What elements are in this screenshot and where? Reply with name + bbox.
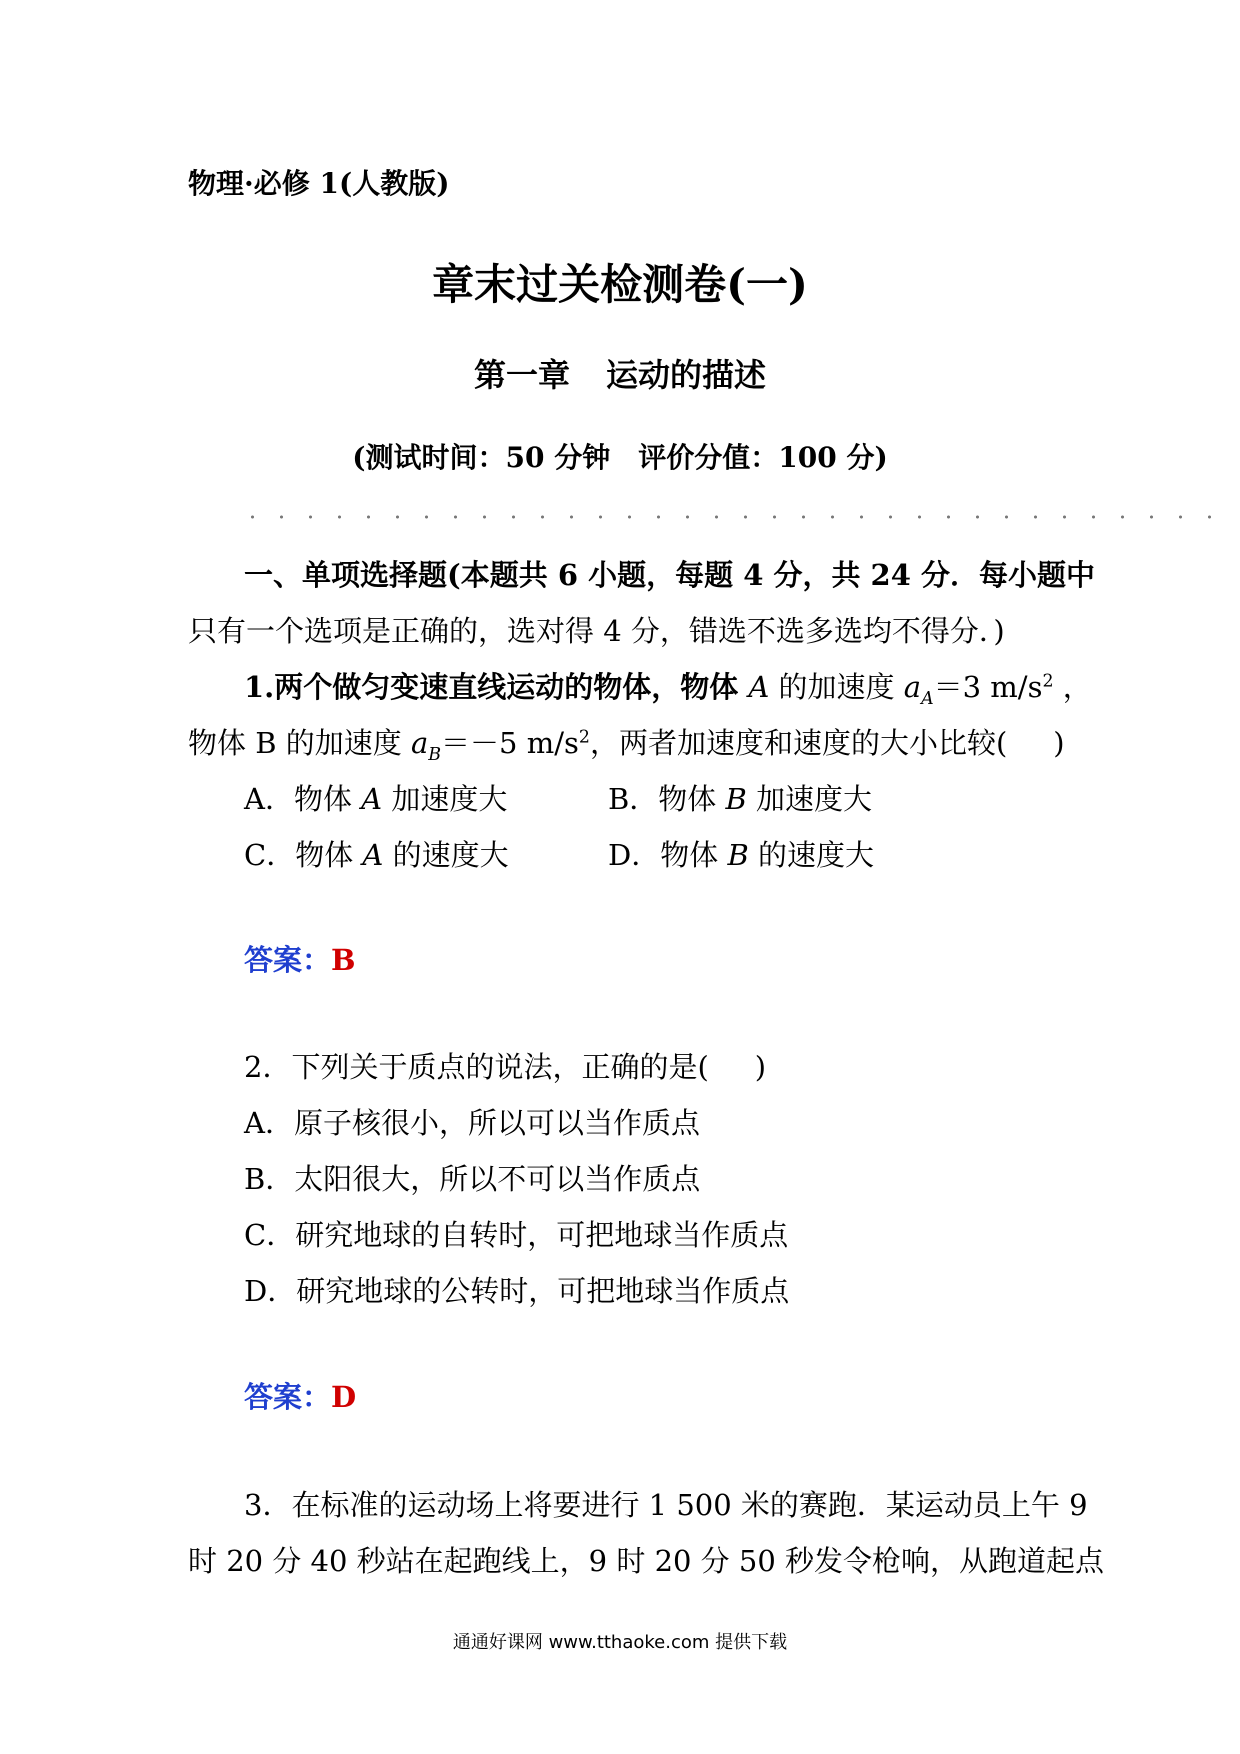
q1-text-g: ，两者加速度和速度的大小比较( [589,726,1008,760]
chapter-number: 第一章 [473,356,570,394]
page-footer: 通通好课网 www.tthaoke.com 提供下载 [452,1632,788,1653]
q1-option-a [244,777,507,818]
q2-option-b: B．太阳很大，所以不可以当作质点 [244,1162,701,1196]
q1-accel-a-sub: A [921,688,934,709]
q1-accel-a: a [903,670,922,704]
course-header: 物理·必修 1(人教版) [188,167,450,200]
exam-score: 评价分值：100 分) [638,441,888,474]
q2-option-d: D．研究地球的公转时，可把地球当作质点 [244,1274,790,1308]
exam-time: (测试时间：50 分钟 [352,441,611,474]
section-heading-cont: 只有一个选项是正确的，选对得 4 分，错选不选多选均不得分．) [188,614,1005,648]
q1-option-d-pre: D．物体 [608,838,728,872]
q1-option-d-var: B [727,838,749,872]
q2-stem-end: ) [754,1050,767,1084]
q1-text-a: 1.两个做匀变速直线运动的物体，物体 [244,670,749,704]
question-3-stem-line2: 时 20 分 40 秒站在起跑线上，9 时 20 分 50 秒发令枪响，从跑道起点 [188,1544,1105,1578]
q1-option-b-post: 加速度大 [746,782,873,816]
q1-text-h: ) [1053,726,1065,760]
q2-option-a: A．原子核很小，所以可以当作质点 [244,1106,700,1140]
page-title: 章末过关检测卷(一) [432,260,808,309]
dotted-divider [238,514,1218,520]
q1-option-b-pre: B．物体 [608,782,726,816]
q1-option-b [608,777,872,818]
q1-text-e: 物体 B 的加速度 [188,726,411,760]
section-heading: 一、单项选择题(本题共 6 小题，每题 4 分，共 24 分．每小题中 [244,558,1096,592]
q1-option-d [608,833,874,874]
q1-option-c-post: 的速度大 [383,838,509,872]
exam-meta [0,436,1240,476]
q1-answer-label: 答案： [244,943,332,977]
q1-sup-2: 2 [578,727,590,748]
q1-sup-1: 2 [1042,671,1054,692]
q1-text-f: ＝－5 m/s [441,726,579,760]
q1-option-c-var: A [362,838,384,872]
chapter-heading [0,350,1240,396]
q1-option-c [244,833,509,874]
question-1-stem-line2 [188,721,1065,765]
chapter-name: 运动的描述 [606,356,767,394]
q1-text-d: ， [1053,670,1092,704]
q1-answer [244,938,356,979]
q2-answer [244,1375,356,1416]
q1-accel-b: a [410,726,429,760]
q1-text-b: 的加速度 [769,670,904,704]
q2-answer-label: 答案： [244,1380,332,1414]
q1-option-a-var: A [361,782,383,816]
q2-answer-value: D [331,1380,357,1414]
question-2-stem [244,1045,766,1086]
q1-text-c: ＝3 m/s [933,670,1043,704]
q1-option-c-pre: C．物体 [244,838,363,872]
q2-stem-text: 2．下列关于质点的说法，正确的是( [244,1050,709,1084]
question-3-stem-line1: 3．在标准的运动场上将要进行 1 500 米的赛跑．某运动员上午 9 [244,1488,1088,1522]
q1-answer-value: B [331,943,356,977]
q1-option-a-pre: A．物体 [244,782,362,816]
q1-var-a: A [748,670,770,704]
q1-option-a-post: 加速度大 [382,782,508,816]
q1-option-b-var: B [725,782,747,816]
question-1-stem-line1 [244,665,1092,709]
q2-option-c: C．研究地球的自转时，可把地球当作质点 [244,1218,789,1252]
q1-accel-b-sub: B [428,744,442,765]
q1-option-d-post: 的速度大 [748,838,875,872]
